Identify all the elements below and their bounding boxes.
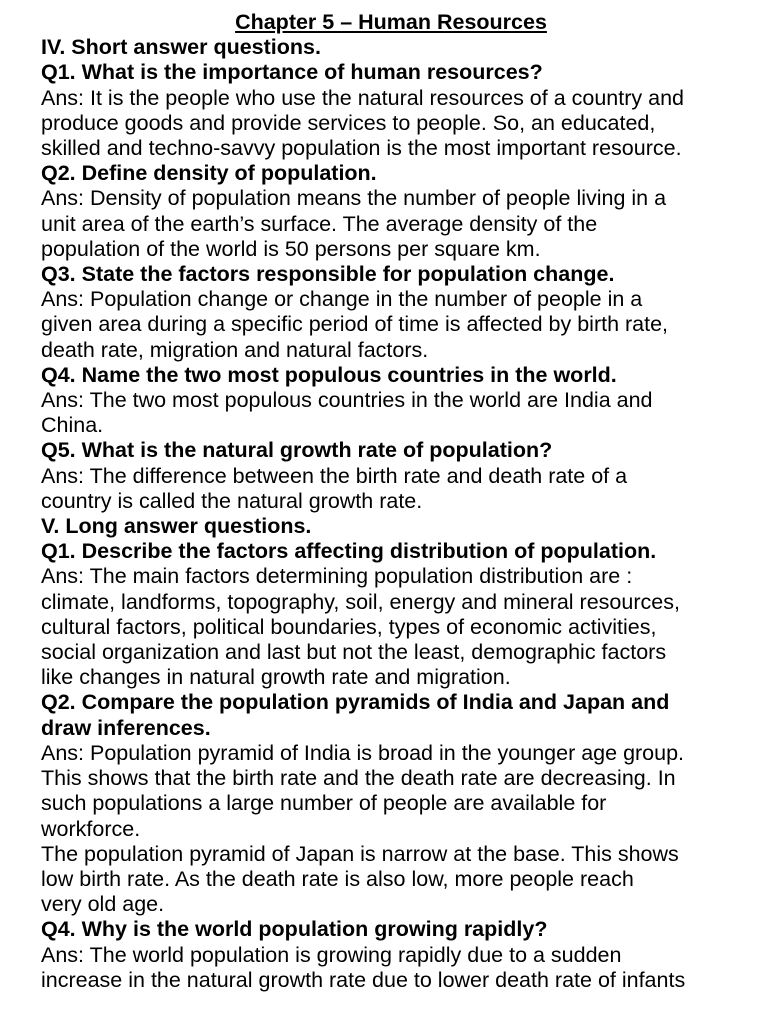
- answer-line: very old age.: [41, 892, 165, 917]
- answer-line: like changes in natural growth rate and migration.: [41, 665, 511, 690]
- answer-line: social organization and last but not the least, demographic factors: [41, 640, 667, 665]
- long-question-block: [41, 690, 741, 917]
- answer-line: Ans: The main factors determining population distribution are :: [41, 564, 633, 589]
- answer-line: The population pyramid of Japan is narrow at the base. This shows: [41, 841, 679, 866]
- long-question-block: [41, 917, 741, 993]
- answer-line: such populations a large number of people are available for: [41, 791, 607, 816]
- section-heading-short: IV. Short answer questions.: [41, 35, 321, 60]
- answer-line: Ans: The difference between the birth rate and death rate of a: [41, 463, 628, 488]
- answer-line: workforce.: [41, 816, 141, 841]
- question-text: Q5. What is the natural growth rate of population?: [41, 438, 553, 463]
- answer-line: population of the world is 50 persons per square km.: [41, 236, 541, 261]
- long-question-block: [41, 539, 741, 690]
- short-question-block: [41, 161, 741, 262]
- answer-line: This shows that the birth rate and the death rate are decreasing. In: [41, 766, 676, 791]
- answer-line: skilled and techno-savvy population is the most important resource.: [41, 136, 682, 161]
- question-text: Q2. Compare the population pyramids of India and Japan and: [41, 690, 670, 715]
- question-text: Q1. Describe the factors affecting distribution of population.: [41, 539, 657, 564]
- question-text: Q4. Why is the world population growing rapidly?: [41, 917, 548, 942]
- short-question-block: [41, 438, 741, 514]
- short-question-block: [41, 60, 741, 161]
- answer-line: death rate, migration and natural factors.: [41, 337, 429, 362]
- answer-line: country is called the natural growth rate.: [41, 488, 423, 513]
- question-text: Q3. State the factors responsible for population change.: [41, 262, 615, 287]
- page-title: Chapter 5 – Human Resources: [235, 10, 547, 34]
- section-heading-long: V. Long answer questions.: [41, 514, 312, 539]
- short-question-block: [41, 363, 741, 439]
- answer-line: cultural factors, political boundaries, types of economic activities,: [41, 614, 657, 639]
- answer-line: climate, landforms, topography, soil, energy and mineral resources,: [41, 589, 680, 614]
- answer-line: produce goods and provide services to people. So, an educated,: [41, 110, 656, 135]
- answer-line: Ans: Population change or change in the number of people in a: [41, 287, 643, 312]
- question-text: Q4. Name the two most populous countries in the world.: [41, 362, 617, 387]
- answer-line: given area during a specific period of time is affected by birth rate,: [41, 312, 669, 337]
- document-page: [41, 10, 741, 993]
- answer-line: increase in the natural growth rate due to lower death rate of infants: [41, 967, 686, 992]
- short-question-block: [41, 262, 741, 363]
- answer-line: China.: [41, 413, 104, 438]
- question-text: draw inferences.: [41, 715, 211, 740]
- question-text: Q1. What is the importance of human resources?: [41, 60, 543, 85]
- answer-line: Ans: Population pyramid of India is broad in the younger age group.: [41, 740, 685, 765]
- answer-line: Ans: The world population is growing rapidly due to a sudden: [41, 942, 622, 967]
- answer-line: Ans: Density of population means the number of people living in a: [41, 186, 667, 211]
- answer-line: unit area of the earth’s surface. The average density of the: [41, 211, 598, 236]
- answer-line: Ans: The two most populous countries in the world are India and: [41, 388, 653, 413]
- answer-line: Ans: It is the people who use the natural resources of a country and: [41, 85, 684, 110]
- question-text: Q2. Define density of population.: [41, 161, 377, 186]
- answer-line: low birth rate. As the death rate is also low, more people reach: [41, 866, 634, 891]
